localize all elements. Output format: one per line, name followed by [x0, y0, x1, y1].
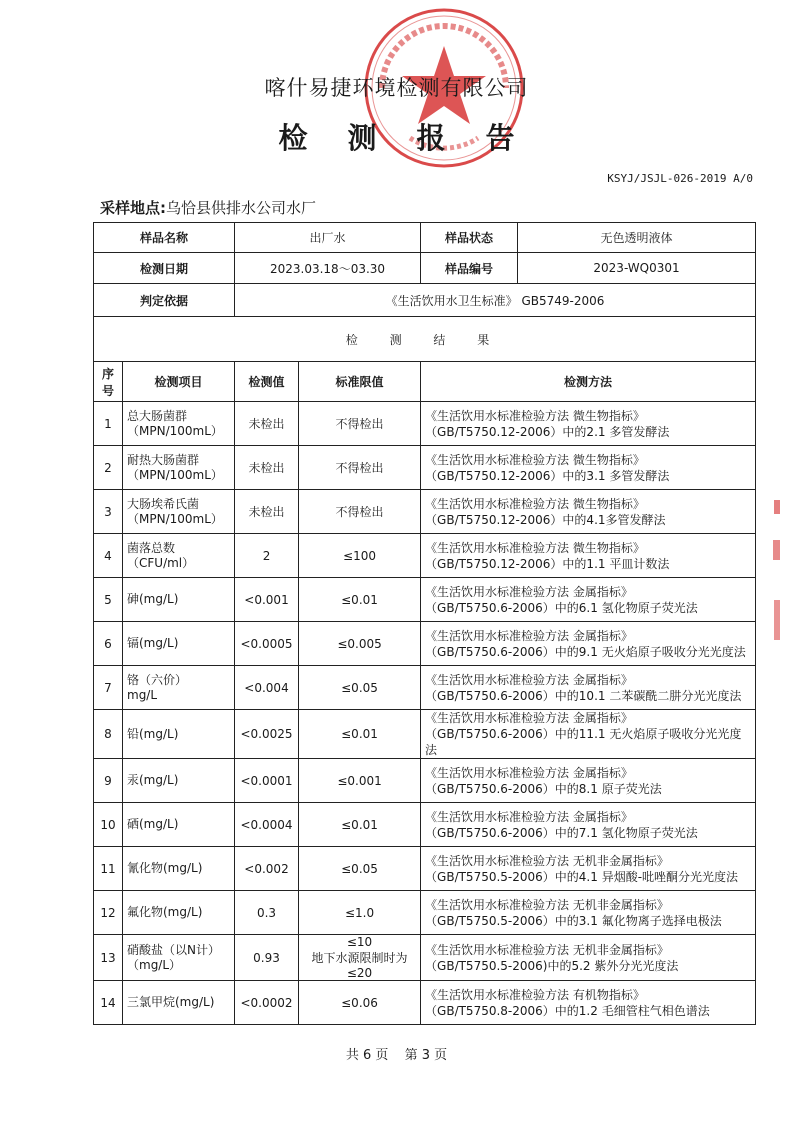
table-row: [94, 578, 756, 622]
basis-value: 《生活饮用水卫生标准》 GB5749-2006: [235, 284, 756, 317]
row-method: 《生活饮用水标准检验方法 无机非金属指标》 （GB/T5750.5-2006）中的3.1 氟化物离子选择电极法: [421, 891, 756, 935]
basis-label: 判定依据: [94, 284, 235, 317]
table-row: [94, 759, 756, 803]
table-row: [94, 935, 756, 981]
page-footer: [0, 1044, 793, 1063]
row-limit: 不得检出: [299, 446, 421, 490]
row-item: 铬（六价） mg/L: [123, 666, 235, 710]
row-value: 0.3: [235, 891, 299, 935]
row-item: 耐热大肠菌群 （MPN/100mL）: [123, 446, 235, 490]
row-no: 12: [94, 891, 123, 935]
company-name: 喀什易捷环境检测有限公司: [264, 76, 529, 100]
sampling-site-value: 乌恰县供排水公司水厂: [166, 199, 317, 217]
row-item: 硒(mg/L): [123, 803, 235, 847]
row-value: <0.0025: [235, 710, 299, 759]
report-table: [93, 222, 756, 1025]
row-no: 11: [94, 847, 123, 891]
row-method: 《生活饮用水标准检验方法 有机物指标》 （GB/T5750.8-2006）中的1.2 毛细管柱气相色谱法: [421, 981, 756, 1025]
row-item: 大肠埃希氏菌 （MPN/100mL）: [123, 490, 235, 534]
row-item: 氟化物(mg/L): [123, 891, 235, 935]
row-limit: ≤0.01: [299, 803, 421, 847]
table-row: [94, 803, 756, 847]
row-limit: ≤0.005: [299, 622, 421, 666]
row-item: 三氯甲烷(mg/L): [123, 981, 235, 1025]
row-value: 0.93: [235, 935, 299, 981]
test-date-value: 2023.03.18～03.30: [235, 253, 421, 284]
header-value: 检测值: [235, 362, 299, 402]
row-method: 《生活饮用水标准检验方法 金属指标》 （GB/T5750.6-2006）中的6.1 氢化物原子荧光法: [421, 578, 756, 622]
table-row: [94, 847, 756, 891]
row-item: 镉(mg/L): [123, 622, 235, 666]
header-no: 序号: [94, 362, 123, 402]
current-page: 第 3 页: [404, 1048, 448, 1063]
sample-no-value: 2023-WQ0301: [518, 253, 756, 284]
row-value: 未检出: [235, 402, 299, 446]
results-title: 检 测 结 果: [94, 317, 756, 362]
row-limit: ≤0.01: [299, 710, 421, 759]
row-value: 未检出: [235, 490, 299, 534]
row-method: 《生活饮用水标准检验方法 金属指标》 （GB/T5750.6-2006）中的8.1 原子荧光法: [421, 759, 756, 803]
row-method: 《生活饮用水标准检验方法 无机非金属指标》 （GB/T5750.5-2006)中的5.2 紫外分光光度法: [421, 935, 756, 981]
document-number: KSYJ/JSJL-026-2019 A/0: [607, 172, 753, 185]
header-method: 检测方法: [421, 362, 756, 402]
row-method: 《生活饮用水标准检验方法 微生物指标》 （GB/T5750.12-2006）中的4.1多管发酵法: [421, 490, 756, 534]
row-limit: ≤0.05: [299, 847, 421, 891]
row-no: 2: [94, 446, 123, 490]
row-item: 硝酸盐（以N计） （mg/L）: [123, 935, 235, 981]
row-limit: ≤0.001: [299, 759, 421, 803]
row-no: 8: [94, 710, 123, 759]
row-no: 3: [94, 490, 123, 534]
row-item: 氰化物(mg/L): [123, 847, 235, 891]
table-row: [94, 891, 756, 935]
row-item: 汞(mg/L): [123, 759, 235, 803]
table-row: [94, 622, 756, 666]
row-no: 14: [94, 981, 123, 1025]
table-row: [94, 666, 756, 710]
row-no: 13: [94, 935, 123, 981]
row-no: 7: [94, 666, 123, 710]
row-limit: 不得检出: [299, 490, 421, 534]
row-method: 《生活饮用水标准检验方法 无机非金属指标》 （GB/T5750.5-2006）中的4.1 异烟酸-吡唑酮分光光度法: [421, 847, 756, 891]
row-limit: ≤10 地下水源限制时为≤20: [299, 935, 421, 981]
row-method: 《生活饮用水标准检验方法 微生物指标》 （GB/T5750.12-2006）中的2.1 多管发酵法: [421, 402, 756, 446]
row-value: <0.0005: [235, 622, 299, 666]
row-value: 未检出: [235, 446, 299, 490]
sample-name-label: 样品名称: [94, 223, 235, 253]
table-row: [94, 490, 756, 534]
sampling-site: 采样地点:乌恰县供排水公司水厂: [100, 199, 317, 217]
row-limit: ≤1.0: [299, 891, 421, 935]
row-method: 《生活饮用水标准检验方法 微生物指标》 （GB/T5750.12-2006）中的3.1 多管发酵法: [421, 446, 756, 490]
row-item: 菌落总数 （CFU/ml）: [123, 534, 235, 578]
header-item: 检测项目: [123, 362, 235, 402]
row-method: 《生活饮用水标准检验方法 金属指标》 （GB/T5750.6-2006）中的11.1 无火焰原子吸收分光光度法: [421, 710, 756, 759]
row-item: 砷(mg/L): [123, 578, 235, 622]
row-item: 总大肠菌群 （MPN/100mL）: [123, 402, 235, 446]
row-limit: ≤0.05: [299, 666, 421, 710]
table-row: [94, 534, 756, 578]
row-limit: 不得检出: [299, 402, 421, 446]
header-limit: 标准限值: [299, 362, 421, 402]
table-row: [94, 446, 756, 490]
row-method: 《生活饮用水标准检验方法 金属指标》 （GB/T5750.6-2006）中的7.1 氢化物原子荧光法: [421, 803, 756, 847]
row-value: <0.0001: [235, 759, 299, 803]
report-title: 检 测 报 告: [278, 121, 515, 155]
row-method: 《生活饮用水标准检验方法 金属指标》 （GB/T5750.6-2006）中的10.1 二苯碳酰二肼分光光度法: [421, 666, 756, 710]
row-value: <0.0004: [235, 803, 299, 847]
table-row: [94, 710, 756, 759]
row-limit: ≤100: [299, 534, 421, 578]
row-method: 《生活饮用水标准检验方法 微生物指标》 （GB/T5750.12-2006）中的1.1 平皿计数法: [421, 534, 756, 578]
row-value: <0.0002: [235, 981, 299, 1025]
row-limit: ≤0.01: [299, 578, 421, 622]
sample-name-value: 出厂水: [235, 223, 421, 253]
row-no: 10: [94, 803, 123, 847]
row-no: 9: [94, 759, 123, 803]
table-row: [94, 981, 756, 1025]
row-no: 6: [94, 622, 123, 666]
sample-state-value: 无色透明液体: [518, 223, 756, 253]
row-no: 4: [94, 534, 123, 578]
sample-state-label: 样品状态: [421, 223, 518, 253]
test-date-label: 检测日期: [94, 253, 235, 284]
row-no: 5: [94, 578, 123, 622]
edge-seal-marks: [770, 500, 784, 670]
row-limit: ≤0.06: [299, 981, 421, 1025]
sample-no-label: 样品编号: [421, 253, 518, 284]
row-value: <0.001: [235, 578, 299, 622]
table-row: [94, 402, 756, 446]
row-no: 1: [94, 402, 123, 446]
row-value: <0.004: [235, 666, 299, 710]
row-value: <0.002: [235, 847, 299, 891]
row-value: 2: [235, 534, 299, 578]
row-item: 铅(mg/L): [123, 710, 235, 759]
total-pages: 共 6 页: [345, 1048, 389, 1063]
row-method: 《生活饮用水标准检验方法 金属指标》 （GB/T5750.6-2006）中的9.1 无火焰原子吸收分光光度法: [421, 622, 756, 666]
